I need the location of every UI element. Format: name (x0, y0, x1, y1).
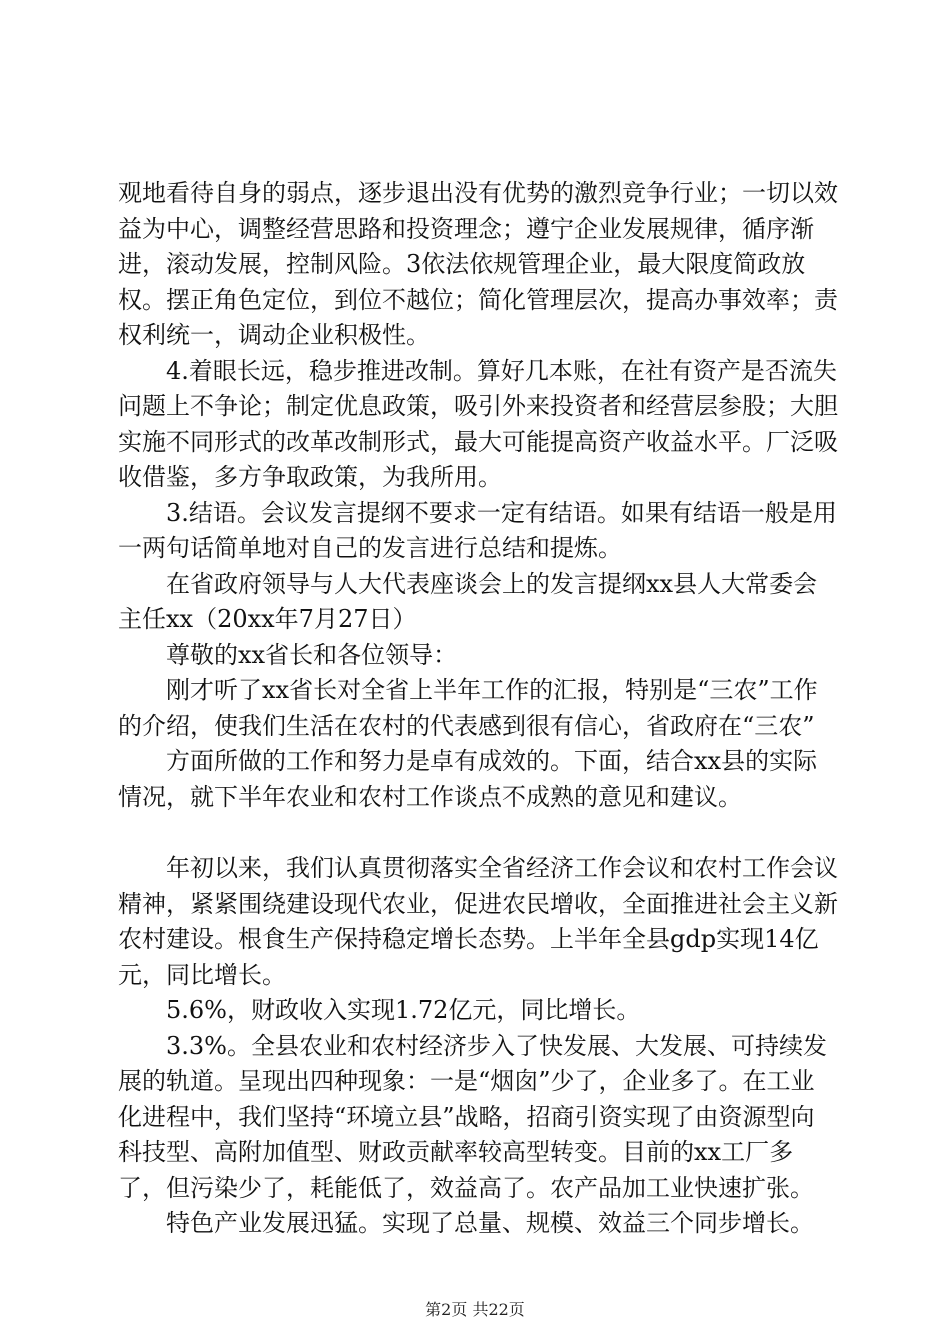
paragraph-title: 在省政府领导与人大代表座谈会上的发言提纲xx县人大常委会主任xx（20xx年7月27日） (118, 569, 818, 633)
paragraph-economy: 3.3%。全县农业和农村经济步入了快发展、大发展、可持续发展的轨道。呈现出四种现象：一是“烟囱”少了，企业多了。在工业化进程中，我们坚持“环境立县”战略，招商引资实现了由资源型向科技型、高附加值型、财政贡献率较高型转变。目前的xx工厂多了，但污染少了，耗能低了，效益高了。农产品加工业快速扩张。 (118, 1031, 827, 1202)
paragraph-opening: 刚才听了xx省长对全省上半年工作的汇报，特别是“三农”工作的介绍，使我们生活在农村的代表感到很有信心，省政府在“三农” (118, 676, 818, 740)
document-body (118, 176, 838, 1242)
page-number: 第2页 共22页 (425, 1300, 525, 1319)
paragraph-opening-continued: 方面所做的工作和努力是卓有成效的。下面，结合xx县的实际情况，就下半年农业和农村工作谈点不成熟的意见和建议。 (118, 747, 818, 811)
paragraph-conclusion: 3.结语。会议发言提纲不要求一定有结语。如果有结语一般是用一两句话简单地对自己的发言进行总结和提炼。 (118, 498, 837, 562)
paragraph-continuation: 观地看待自身的弱点，逐步退出没有优势的激烈竞争行业；一切以效益为中心，调整经营思路和投资理念；遵宁企业发展规律，循序渐进，滚动发展，控制风险。3依法依规管理企业，最大限度简政放权。摆正角色定位，到位不越位；简化管理层次，提高办事效率；责权利统一，调动企业积极性。 (118, 179, 838, 349)
paragraph-item-4: 4.着眼长远，稳步推进改制。算好几本账，在社有资产是否流失问题上不争论；制定优息政策，吸引外来投资者和经营层参股；大胆实施不同形式的改革改制形式，最大可能提高资产收益水平。厂泛吸收借鉴，多方争取政策，为我所用。 (118, 356, 838, 491)
paragraph-overview: 年初以来，我们认真贯彻落实全省经济工作会议和农村工作会议精神，紧紧围绕建设现代农业，促进农民增收，全面推进社会主义新农村建设。根食生产保持稳定增长态势。上半年全县gdp实现14亿元，同比增长。 (118, 854, 838, 989)
paragraph-growth-figures: 5.6%，财政收入实现1.72亿元，同比增长。 (166, 996, 641, 1024)
paragraph-specialty-industry: 特色产业发展迅猛。实现了总量、规模、效益三个同步增长。 (166, 1209, 814, 1237)
paragraph-salutation: 尊敬的xx省长和各位领导： (166, 640, 458, 669)
